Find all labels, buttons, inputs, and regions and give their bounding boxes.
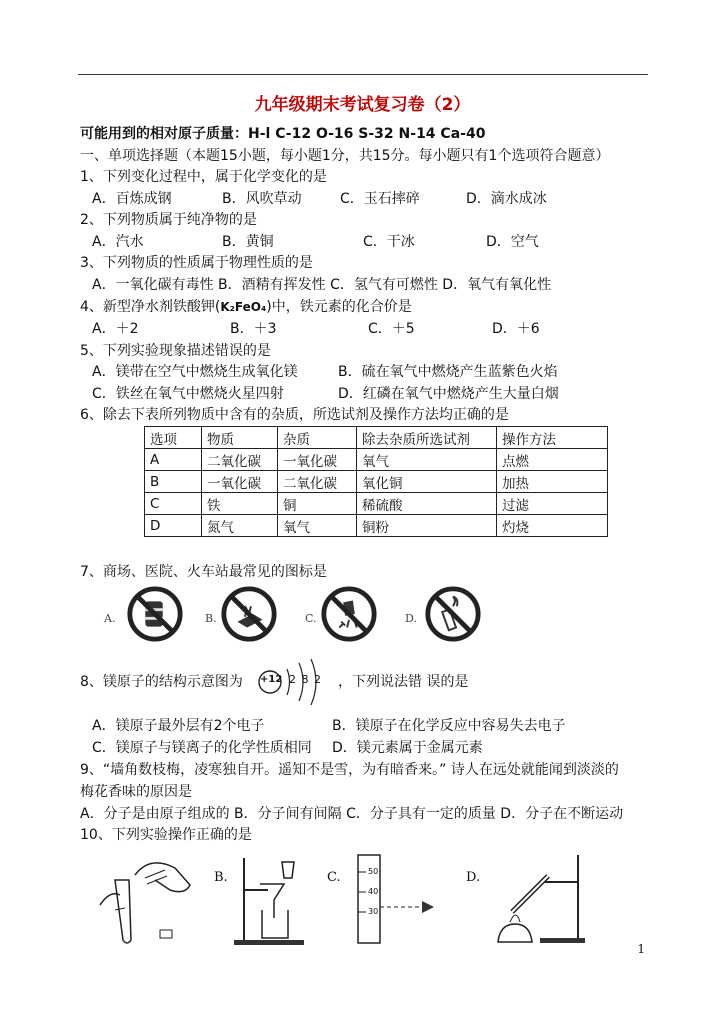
graduated-cylinder-figure [350, 850, 445, 945]
table-cell: 氧化铜 [357, 471, 497, 493]
table-cell: 铁 [202, 493, 278, 515]
table-cell: 二氧化碳 [202, 449, 278, 471]
table-cell: 铜粉 [357, 515, 497, 537]
q10-stem: 10、下列实验操作正确的是 [80, 827, 252, 843]
table-row [145, 449, 608, 471]
table-cell: 加热 [497, 471, 608, 493]
table-cell: 一氧化碳 [202, 471, 278, 493]
table-cell: 氧气 [357, 449, 497, 471]
q7-label-a: A. [104, 612, 116, 625]
alcohol-lamp-figure [490, 850, 590, 945]
cylinder-tick-label: 30 [368, 907, 379, 916]
q5-option-b: B．硫在氧气中燃烧产生蓝紫色火焰 [338, 364, 558, 380]
q2-stem: 2、下列物质属于纯净物的是 [80, 212, 257, 228]
q2-option-a: A．汽水 [92, 234, 144, 250]
table-cell: 点燃 [497, 449, 608, 471]
q9-line1: 9、“墙角数枝梅，凌寒独自开。遥知不是雪，为有暗香来。” 诗人在远处就能闻到淡淡的 [80, 762, 619, 778]
q1-option-d: D．滴水成冰 [466, 191, 547, 207]
q2-option-d: D．空气 [486, 234, 539, 250]
page-number: 1 [637, 942, 645, 956]
q1-option-c: C．玉石摔碎 [340, 191, 420, 207]
q7-label-c: C. [305, 612, 317, 625]
q4-stem [80, 297, 412, 317]
q10-label-c: C. [327, 870, 341, 885]
q5-option-d: D．红磷在氧气中燃烧产生大量白烟 [338, 386, 559, 402]
q6-stem: 6、除去下表所列物质中含有的杂质，所选试剂及操作方法均正确的是 [80, 407, 509, 423]
page-title: 九年级期末考试复习卷（2） [254, 95, 471, 115]
q8-option-d: D．镁元素属于金属元素 [332, 740, 483, 756]
q2-option-b: B．黄铜 [222, 234, 274, 250]
table-cell: 一氧化碳 [278, 449, 357, 471]
no-smoking-icon [424, 585, 482, 643]
q4-option-d: D．＋6 [492, 321, 540, 337]
table-header-cell: 除去杂质所选试剂 [357, 427, 497, 449]
table-cell: 氧气 [278, 515, 357, 537]
table-header-cell: 选项 [145, 427, 202, 449]
q7-label-d: D. [405, 612, 417, 625]
header-rule [78, 74, 648, 75]
no-fire-icon [220, 585, 278, 643]
cylinder-tick-label: 50 [368, 867, 379, 876]
table-header-cell: 操作方法 [497, 427, 608, 449]
q7-label-b: B. [205, 612, 217, 625]
q3-stem: 3、下列物质的性质属于物理性质的是 [80, 255, 313, 271]
table-cell: 稀硫酸 [357, 493, 497, 515]
q2-option-c: C．干冰 [363, 234, 415, 250]
table-row [145, 493, 608, 515]
q1-option-b: B．风吹草动 [222, 191, 302, 207]
q9-line2: 梅花香味的原因是 [80, 784, 192, 800]
atomic-mass-line: 可能用到的相对原子质量：H-l C-12 O-16 S-32 N-14 Ca-40 [80, 126, 486, 142]
q9-options: A．分子是由原子组成的 B．分子间有间隔 C．分子具有一定的质量 D．分子在不断运动 [80, 806, 624, 822]
filtration-figure [232, 848, 312, 948]
q10-label-d: D. [466, 870, 481, 885]
q5-option-a: A．镁带在空气中燃烧生成氧化镁 [92, 364, 298, 380]
table-header-cell: 物质 [202, 427, 278, 449]
atom-shell-electrons: 2 8 2 [289, 673, 321, 686]
q5-option-c: C．铁丝在氧气中燃烧火星四射 [92, 386, 284, 402]
q1-stem: 1、下列变化过程中，属于化学变化的是 [80, 169, 327, 185]
q7-stem: 7、商场、医院、火车站最常见的图标是 [80, 564, 327, 580]
test-tube-pouring-figure [95, 850, 205, 945]
q8-option-c: C．镁原子与镁离子的化学性质相同 [92, 740, 312, 756]
q8-option-b: B．镁原子在化学反应中容易失去电子 [332, 718, 566, 734]
cylinder-tick-label: 40 [368, 887, 379, 896]
table-header-row [145, 427, 608, 449]
section-heading: 一、单项选择题（本题15小题，每小题1分，共15分。每小题只有1个选项符合题意） [80, 148, 610, 164]
atom-nucleus-label: +12 [260, 674, 283, 685]
table-row [145, 515, 608, 537]
q4-option-b: B．＋3 [230, 321, 277, 337]
table-cell: B [145, 471, 202, 493]
table-cell: 铜 [278, 493, 357, 515]
table-cell: 氮气 [202, 515, 278, 537]
q8-stem-pre: 8、镁原子的结构示意图为 [80, 674, 243, 690]
table-cell: 过滤 [497, 493, 608, 515]
q5-stem: 5、下列实验现象描述错误的是 [80, 343, 271, 359]
table-cell: A [145, 449, 202, 471]
q8-option-a: A．镁原子最外层有2个电子 [92, 718, 265, 734]
table-cell: 二氧化碳 [278, 471, 357, 493]
q4-option-a: A．＋2 [92, 321, 139, 337]
q10-label-b: B. [214, 870, 228, 885]
table-header-cell: 杂质 [278, 427, 357, 449]
table-row [145, 471, 608, 493]
q6-table [144, 426, 608, 537]
no-oil-drum-icon [126, 585, 184, 643]
table-cell: C [145, 493, 202, 515]
no-fireworks-icon [320, 585, 378, 643]
q4-option-c: C．＋5 [368, 321, 415, 337]
q1-option-a: A．百炼成钢 [92, 191, 172, 207]
table-cell: D [145, 515, 202, 537]
table-cell: 灼烧 [497, 515, 608, 537]
q3-options: A．一氧化碳有毒性 B．酒精有挥发性 C．氢气有可燃性 D．氧气有氧化性 [92, 277, 552, 293]
q8-stem-post: ，下列说法错 误的是 [338, 674, 469, 690]
q4-stem-post: )中，铁元素的化合价是 [266, 299, 412, 315]
q4-stem-pre: 4、新型净水剂铁酸钾( [80, 299, 221, 315]
q4-formula: K₂FeO₄ [220, 300, 267, 314]
